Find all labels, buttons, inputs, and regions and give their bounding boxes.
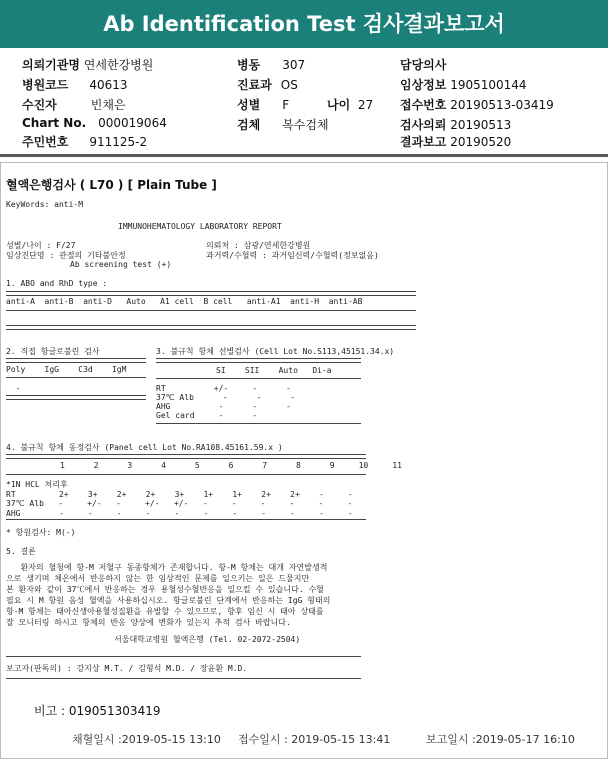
id-title: 4. 불규칙 항체 동정검사 (Panel cell Lot No.RA108.45161.59.x )	[6, 443, 283, 452]
id-rule-bottom	[6, 519, 366, 520]
info-doctor: 담당의사	[400, 58, 447, 72]
abo-headers: anti-A anti-B anti-D Auto A1 cell B cell anti-A1 anti-H anti-AB	[6, 297, 363, 306]
abo-rule-top	[6, 291, 416, 296]
info-request-date: 검사의뢰 20190513	[400, 118, 512, 132]
ias-rule-top	[156, 358, 361, 363]
receipt-time: 접수일시 : 2019-05-15 13:41	[238, 733, 391, 746]
clinical-diagnosis: 임상진단명 : 관절의 기타불안정	[6, 251, 126, 260]
info-patient-name: 수진자 빈채은	[22, 98, 126, 112]
sex-age: 성별/나이 : F/27	[6, 241, 76, 250]
transfusion-history: 과거력/수혈력 : 과거임신력/수혈력(정보없음)	[206, 251, 379, 260]
hospital-contact: 서울대학교병원 혈액은행 (Tel. 02-2072-2504)	[114, 635, 301, 644]
info-receipt-no: 접수번호 20190513-03419	[400, 98, 554, 112]
info-resident-no: 주민번호 911125-2	[22, 135, 148, 149]
abo-rule-bottom	[6, 325, 416, 330]
dat-values: -	[6, 384, 21, 393]
ias-headers: SI SII Auto Di-a	[216, 366, 332, 375]
id-rows: *1N HCL 처리후 RT 2+ 3+ 2+ 2+ 3+ 1+ 1+ 2+ 2+ - - 37℃ Alb - +/- - +/- +/- - - - - - - AHG - - - - - - - - - - -	[6, 480, 353, 518]
id-cell-numbers: 1 2 3 4 5 6 7 8 9 10 11	[60, 461, 402, 470]
info-sex: 성별 F	[237, 98, 290, 112]
info-chart-no: Chart No. 000019064	[22, 116, 167, 130]
info-hospital-name: 의뢰기관명 연세한강병원	[22, 58, 154, 72]
reporter-rule-top	[6, 656, 361, 657]
report-title: Ab Identification Test 검사결과보고서	[0, 0, 608, 48]
dat-rule-top	[6, 358, 146, 363]
requester: 의뢰처 : 삼광/연세한강병원	[206, 241, 311, 250]
dat-rule-bottom	[6, 395, 146, 400]
info-specimen: 검체 복수검체	[237, 118, 329, 132]
abo-rule-mid	[6, 310, 416, 311]
dat-headers: Poly IgG C3d IgM	[6, 365, 127, 374]
info-department: 진료과 OS	[237, 78, 298, 92]
collection-time: 채혈일시 :2019-05-15 13:10	[72, 733, 221, 746]
remark: 비고 : 019051303419	[34, 704, 161, 718]
info-clinical-info: 임상정보 1905100144	[400, 78, 527, 92]
reporter: 보고자(판독의) : 강지상 M.T. / 김형석 M.D. / 장윤환 M.D.	[6, 664, 248, 673]
id-rule-mid	[6, 474, 366, 475]
info-hospital-code: 병원코드 40613	[22, 78, 128, 92]
ias-title: 3. 불규칙 항체 선별검사 (Cell Lot No.S113,45151.34.x)	[156, 347, 395, 356]
conclusion-text: 환자의 혈청에 항-M 저혈구 동종항체가 존재합니다. 항-M 항체는 대개 자연발생적 으로 생기며 체온에서 반응하지 않는 한 임상적인 문제를 일으키는 일은 드물지만 본 환자와 같이 37℃에서 반응하는 경우 용혈성수혈반응을 일으킬 수 있습니다. 수혈 필요 시 M 항원 음성 혈액을 사용하십시오. 항글로불린 단계에서 반응하는 IgG 형태의 항-M 항체는 태아신생아용혈성질환을 유발할 수 있으므로, 향후 임신 시 태아 상태를 잘 모니터링 하시고 항체의 반응 양상에 변화가 있는지 추적 검사 바랍니다.	[6, 563, 331, 627]
conclusion-title: 5. 결론	[6, 547, 36, 556]
ias-rule-bottom	[156, 423, 361, 424]
id-rule-top	[6, 454, 366, 459]
report-time: 보고일시 :2019-05-17 16:10	[426, 733, 575, 746]
section-title: 혈액은행검사 ( L70 ) [ Plain Tube ]	[6, 178, 217, 192]
dat-title: 2. 직접 항글로불린 검사	[6, 347, 100, 356]
dat-rule-mid	[6, 377, 146, 378]
info-age: 나이 27	[327, 98, 374, 112]
header-separator	[0, 154, 608, 157]
report-heading: IMMUNOHEMATOLOGY LABORATORY REPORT	[118, 222, 282, 231]
abo-title: 1. ABO and RhD type :	[6, 279, 108, 288]
ias-rule-mid	[156, 378, 361, 379]
ias-rows: RT +/- - - 37℃ Alb - - - AHG - - - Gel card - -	[156, 384, 296, 420]
info-ward: 병동 307	[237, 58, 306, 72]
info-report-date: 결과보고 20190520	[400, 135, 512, 149]
antigen-test: * 항원검사: M(-)	[6, 528, 76, 537]
ab-screening: Ab screening test (+)	[70, 260, 172, 269]
reporter-rule-bottom	[6, 678, 361, 679]
keywords: KeyWords: anti-M	[6, 200, 84, 209]
